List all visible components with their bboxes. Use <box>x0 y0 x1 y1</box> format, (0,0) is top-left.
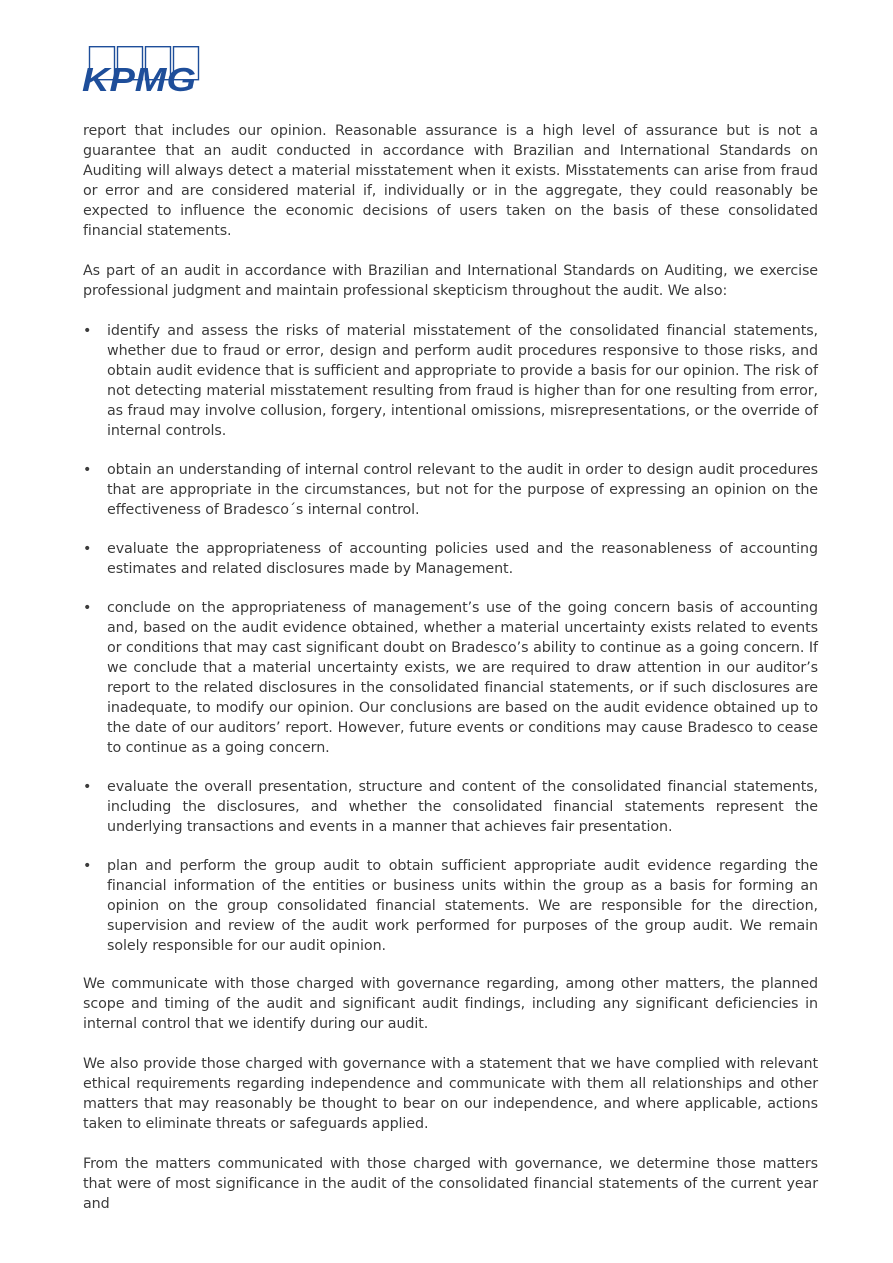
paragraph-independence-statement: We also provide those charged with governance with a statement that we have complied with relevant ethical requirements regarding independence and communicate with them all relationships and other matters that may reasonably be thought to bear on our independence, and where applicable, actions taken to eliminate threats or safeguards applied. <box>83 1056 818 1132</box>
bullet-marker: • <box>83 600 92 616</box>
list-item <box>83 777 818 837</box>
list-item-text: identify and assess the risks of material misstatement of the consolidated financial statements, whether due to fraud or error, design and perform audit procedures responsive to those risks, and obtain audit evidence that is sufficient and appropriate to provide a basis for our opinion. The risk of not detecting material misstatement resulting from fraud is higher than for one resulting from error, as fraud may involve collusion, forgery, intentional omissions, misrepresentations, or the override of internal controls. <box>107 323 818 439</box>
bullet-marker: • <box>83 858 92 874</box>
paragraph-reasonable-assurance: report that includes our opinion. Reasonable assurance is a high level of assurance but is not a guarantee that an audit conducted in accordance with Brazilian and International Standards on Auditing will always detect a material misstatement when it exists. Misstatements can arise from fraud or error and are considered material if, individually or in the aggregate, they could reasonably be expected to influence the economic decisions of users taken on the basis of these consolidated financial statements. <box>83 123 818 239</box>
list-item <box>83 460 818 520</box>
list-item-text: plan and perform the group audit to obtain sufficient appropriate audit evidence regarding the financial information of the entities or business units within the group as a basis for forming an opinion on the group consolidated financial statements. We are responsible for the direction, supervision and review of the audit work performed for purposes of the group audit. We remain solely responsible for our audit opinion. <box>107 858 818 954</box>
paragraph-key-matters: From the matters communicated with those charged with governance, we determine those matters that were of most significance in the audit of the consolidated financial statements of the current year and <box>83 1156 818 1212</box>
bullet-marker: • <box>83 541 92 557</box>
kpmg-logo-graphic <box>82 46 200 94</box>
bullet-marker: • <box>83 779 92 795</box>
kpmg-logo <box>82 46 200 94</box>
audit-procedures-list <box>83 321 818 956</box>
list-item <box>83 321 818 441</box>
bullet-marker: • <box>83 462 92 478</box>
list-item <box>83 539 818 579</box>
list-item-text: evaluate the overall presentation, structure and content of the consolidated financial statements, including the disclosures, and whether the consolidated financial statements represent the underlying transactions and events in a manner that achieves fair presentation. <box>107 779 818 835</box>
report-body <box>83 121 818 1234</box>
list-item-text: conclude on the appropriateness of management’s use of the going concern basis of accounting and, based on the audit evidence obtained, whether a material uncertainty exists related to events or conditions that may cast significant doubt on Bradesco’s ability to continue as a going concern. If we conclude that a material uncertainty exists, we are required to draw attention in our auditor’s report to the related disclosures in the consolidated financial statements, or if such disclosures are inadequate, to modify our opinion. Our conclusions are based on the audit evidence obtained up to the date of our auditors’ report. However, future events or conditions may cause Bradesco to cease to continue as a going concern. <box>107 600 818 756</box>
paragraph-governance-communication: We communicate with those charged with governance regarding, among other matters, the planned scope and timing of the audit and significant audit findings, including any significant deficiencies in internal control that we identify during our audit. <box>83 976 818 1032</box>
paragraph-audit-intro: As part of an audit in accordance with Brazilian and International Standards on Auditing, we exercise professional judgment and maintain professional skepticism throughout the audit. We also: <box>83 263 818 299</box>
list-item <box>83 856 818 956</box>
bullet-marker: • <box>83 323 92 339</box>
list-item-text: obtain an understanding of internal control relevant to the audit in order to design audit procedures that are appropriate in the circumstances, but not for the purpose of expressing an opinion on the effectiveness of Bradesco´s internal control. <box>107 462 818 518</box>
list-item <box>83 598 818 758</box>
kpmg-logo-text: KPMG <box>82 61 196 94</box>
list-item-text: evaluate the appropriateness of accounting policies used and the reasonableness of accounting estimates and related disclosures made by Management. <box>107 541 818 577</box>
